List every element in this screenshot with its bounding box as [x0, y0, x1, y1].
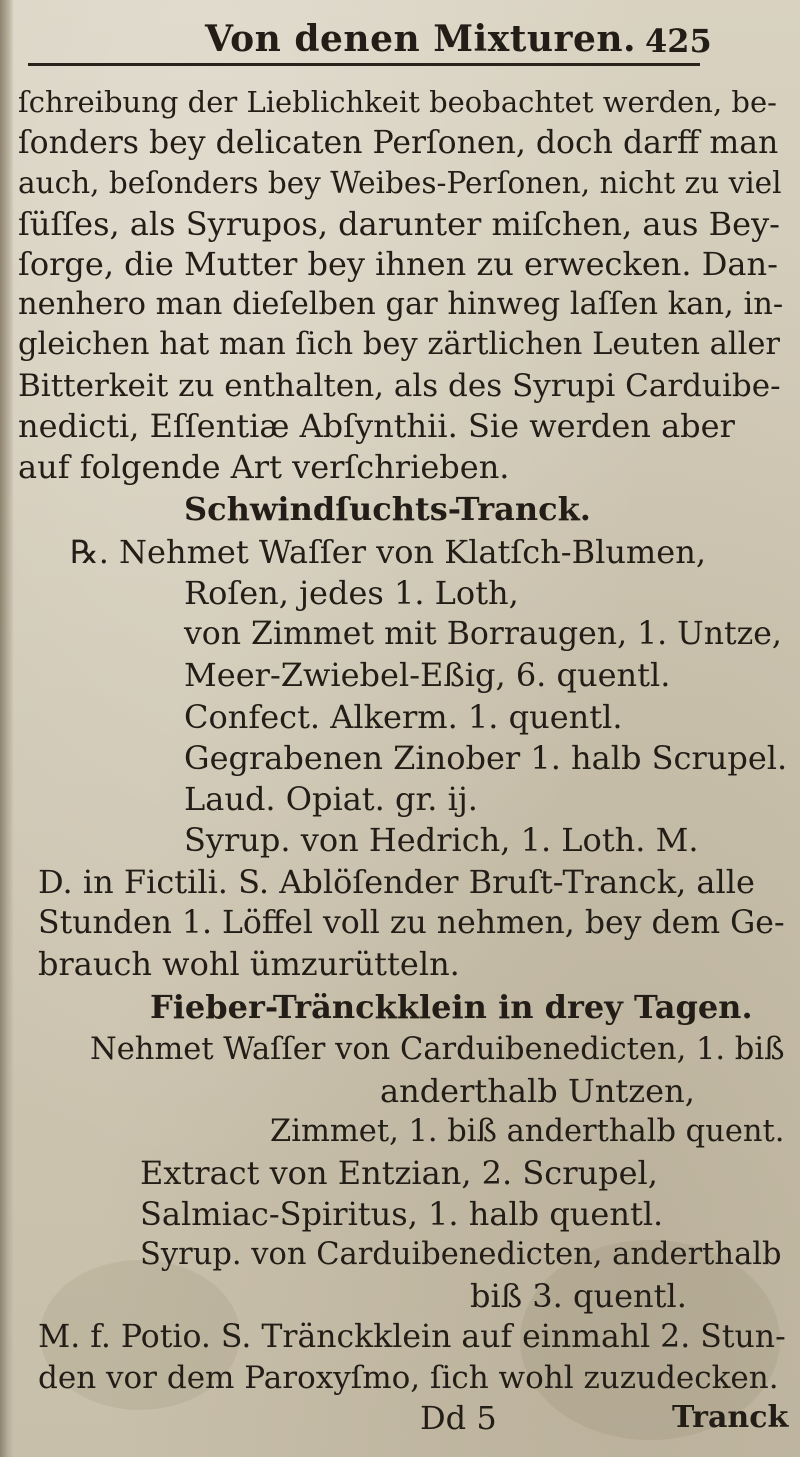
recipe-heading: Schwindſuchts-Tranck.	[184, 490, 591, 528]
recipe-line: Roſen, jedes 1. Loth,	[184, 574, 519, 612]
page-number: 425	[645, 22, 712, 60]
text-line: nenhero man dieſelben gar hinweg laſſen kan, in-	[18, 287, 784, 322]
recipe-heading: Fieber-Tränckklein in drey Tagen.	[150, 988, 753, 1026]
recipe-line: Syrup. von Hedrich, 1. Loth. M.	[184, 821, 699, 859]
text-line: auch, beſonders bey Weibes-Perſonen, nicht zu viel	[18, 166, 782, 200]
text-line: Bitterkeit zu enthalten, als des Syrupi Carduibe-	[18, 368, 781, 404]
text-line: ſchreibung der Lieblichkeit beobachtet werden, be-	[18, 85, 777, 119]
catchword: Tranck	[672, 1400, 789, 1435]
recipe-line: Confect. Alkerm. 1. quentl.	[184, 698, 623, 736]
text-line: ſüſſes, als Syrupos, darunter miſchen, aus Bey-	[18, 205, 780, 243]
recipe-line: Meer-Zwiebel-Eßig, 6. quentl.	[184, 656, 671, 694]
page-header	[0, 14, 800, 64]
text-line: ſorge, die Mutter bey ihnen zu erwecken. Dan-	[18, 245, 778, 283]
text-line: gleichen hat man ſich bey zärtlichen Leuten aller	[18, 327, 781, 362]
page-gutter	[0, 0, 14, 1457]
recipe-line: von Zimmet mit Borraugen, 1. Untze,	[184, 616, 782, 652]
recipe-line: Syrup. von Carduibenedicten, anderthalb	[140, 1237, 782, 1272]
recipe-line: Gegrabenen Zinober 1. halb Scrupel.	[184, 739, 788, 777]
recipe-line: Salmiac-Spiritus, 1. halb quentl.	[140, 1195, 664, 1233]
signature-mark: Dd 5	[420, 1399, 497, 1437]
recipe-line: anderthalb Untzen,	[380, 1072, 695, 1110]
recipe-line: Nehmet Waſſer von Carduibenedicten, 1. biß	[90, 1032, 785, 1067]
recipe-line: Stunden 1. Löffel voll zu nehmen, bey dem Ge-	[38, 905, 785, 941]
recipe-line: Extract von Entzian, 2. Scrupel,	[140, 1154, 658, 1192]
recipe-line: D. in Fictili. S. Ablöſender Bruſt-Tranck, alle	[38, 863, 755, 901]
recipe-line: brauch wohl ümzurütteln.	[38, 945, 460, 983]
running-title: Von denen Mixturen.	[205, 18, 637, 60]
text-line: auf folgende Art verſchrieben.	[18, 448, 510, 486]
text-line: nedicti, Eſſentiæ Abſynthii. Sie werden aber	[18, 407, 735, 445]
recipe-line: biß 3. quentl.	[470, 1277, 687, 1315]
recipe-line: ℞. Nehmet Waſſer von Klatſch-Blumen,	[70, 533, 706, 571]
recipe-line: M. f. Potio. S. Tränckklein auf einmahl 2. Stun-	[38, 1319, 786, 1355]
header-rule	[28, 63, 700, 66]
recipe-line: Zimmet, 1. biß anderthalb quent.	[270, 1114, 785, 1149]
recipe-line: Laud. Opiat. gr. ij.	[184, 780, 478, 818]
recipe-line: den vor dem Paroxyſmo, ſich wohl zuzudecken.	[38, 1360, 779, 1396]
text-line: ſonders bey delicaten Perſonen, doch darff man	[18, 125, 779, 161]
